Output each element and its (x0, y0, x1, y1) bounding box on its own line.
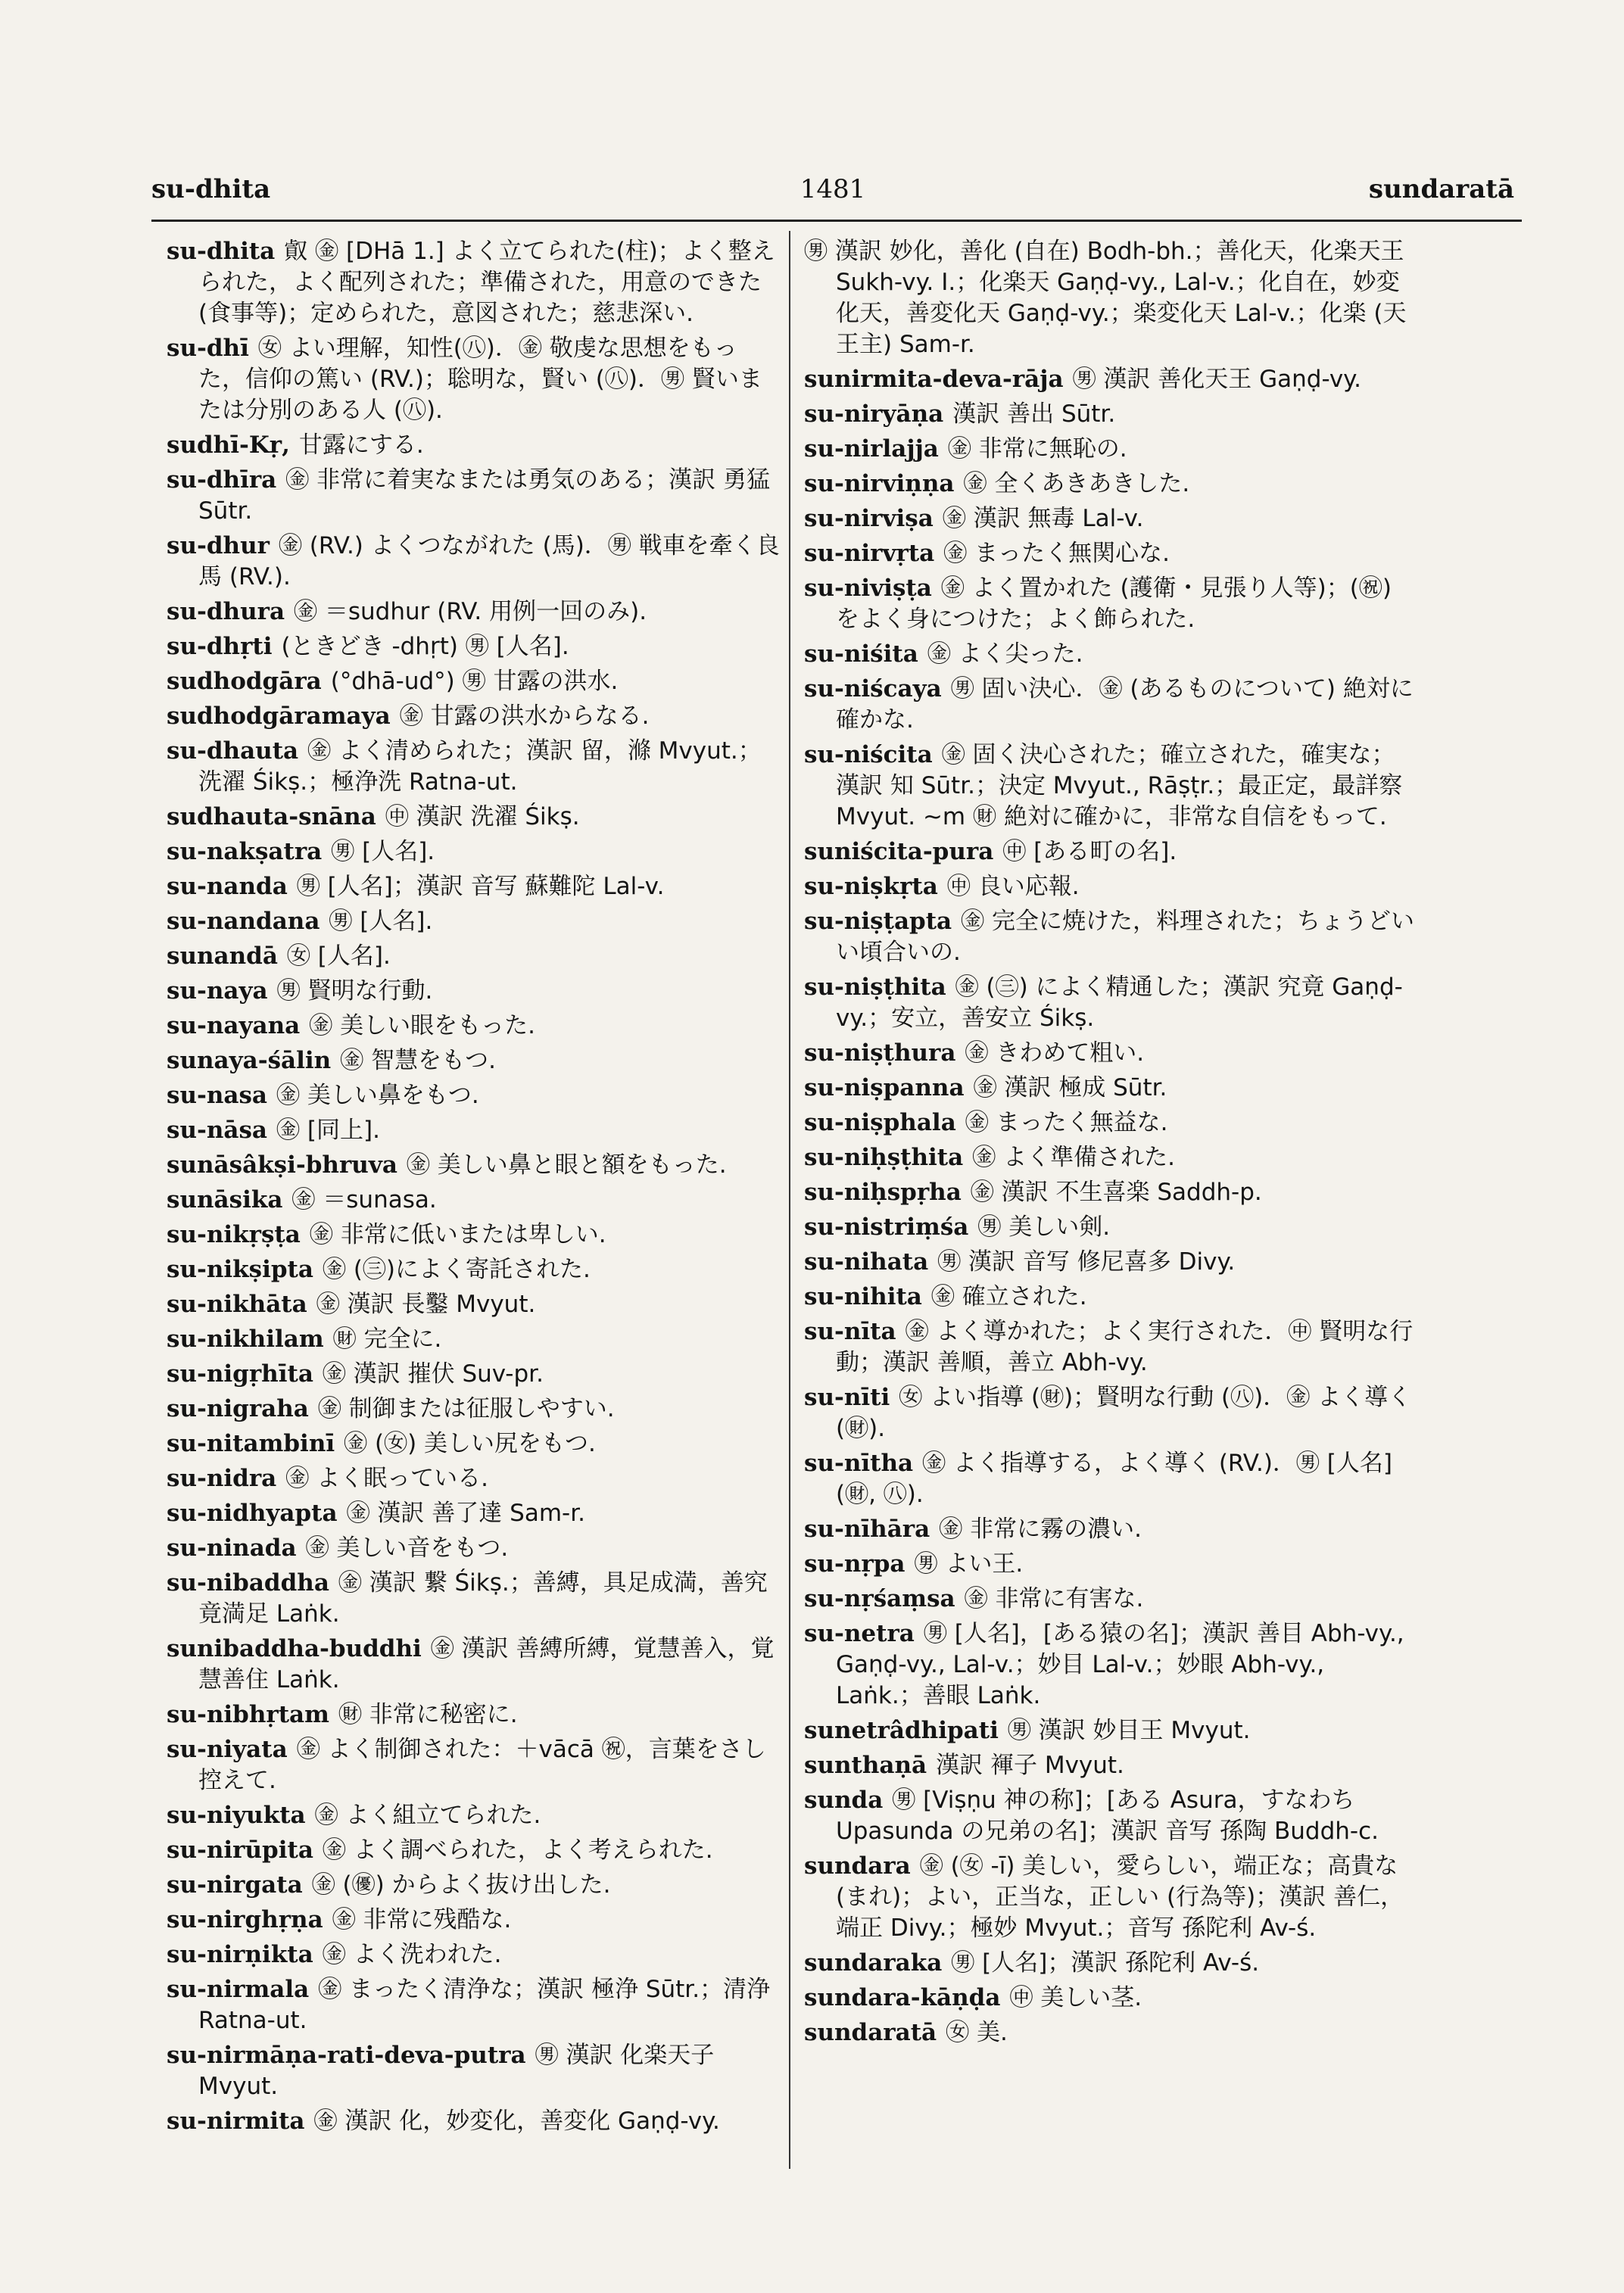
entry-definition: ㊎ (㊂) によく精通した；漢訳 究竟 Gaṇḍ-vy.；安立，善安立 Śikṣ. (836, 974, 1403, 1032)
entry-definition: ㊛ 美. (946, 2019, 1008, 2046)
entry-definition: ㊎ まったく清浄な；漢訳 極浄 Sūtr.；清浄 Ratna-ut. (198, 1976, 771, 2034)
entry-definition: ㊎ 美しい眼をもった. (309, 1012, 535, 1039)
entry-headword: su-dhīra (167, 466, 277, 494)
entry-definition: ㊎ ＝sunasa. (291, 1186, 437, 1213)
dictionary-entry (167, 1045, 780, 1076)
column-divider (789, 231, 790, 2169)
entry-headword: su-dhura (167, 598, 285, 625)
entry-headword: su-nanda (167, 873, 288, 900)
dictionary-entry (804, 1851, 1417, 1944)
dictionary-entry (167, 430, 780, 461)
dictionary-entry (167, 871, 780, 902)
entry-headword: sundaraka (804, 1949, 943, 1977)
dictionary-entry (804, 538, 1417, 569)
dictionary-entry (804, 236, 1417, 360)
entry-headword: su-nirvṛta (804, 540, 935, 567)
entry-headword: sudhauta-snāna (167, 803, 376, 830)
entry-definition: ㊥ [ある町の名]. (1002, 838, 1177, 865)
dictionary-entry (167, 1800, 780, 1831)
entry-definition: ㊎ (㊛ -ī) 美しい，愛らしい，端正な；高貴な (まれ)；よい，正当な，正しい (行為等)；漢訳 善仁，端正 Divy.；極妙 Mvyut.；音写 孫陀利 Av-ś. (836, 1852, 1404, 1942)
entry-headword: su-nīta (804, 1318, 896, 1345)
entry-definition: ㊎ まったく無関心な. (943, 540, 1170, 567)
dictionary-entry (167, 1634, 780, 1696)
entry-definition: ㊚ [人名]，[ある猿の名]；漢訳 善目 Abh-vy., Gaṇḍ-vy., Lal-v.；妙目 Lal-v.；妙眼 Abh-vy., Laṅk.；善眼 Laṅk. (836, 1620, 1404, 1709)
entry-headword: su-niṣṭhura (804, 1039, 956, 1067)
entry-definition: ㊚ [人名]；漢訳 音写 蘇難陀 Lal-v. (296, 873, 665, 900)
entry-headword: su-dhur (167, 532, 270, 559)
entry-headword: su-nirūpita (167, 1837, 313, 1864)
entry-definition: ㊚ 賢明な行動. (276, 977, 433, 1005)
entry-headword: su-dhita (167, 238, 276, 265)
entry-headword: su-niṣṭhita (804, 974, 946, 1001)
entry-headword: su-nirghṛṇa (167, 1906, 323, 1933)
entry-headword: sunāsâkṣi-bhruva (167, 1151, 397, 1179)
dictionary-entry (167, 1699, 780, 1731)
entry-definition: ㊛ よい理解，知性(㊇)．㊎ 敬虔な思想をもった，信仰の篤い (RV.)；聡明な，賢い (㊇)．㊚ 賢いまたは分別のある人 (㊇). (198, 335, 762, 424)
entry-definition: ㊎ 非常に低いまたは卑しい. (309, 1221, 606, 1248)
entry-headword: su-nirviṣa (804, 505, 934, 532)
dictionary-entry (804, 1983, 1417, 2014)
dictionary-entry (804, 972, 1417, 1034)
dictionary-entry (804, 1715, 1417, 1746)
entry-headword: sunāsika (167, 1186, 283, 1213)
dictionary-entry (804, 639, 1417, 670)
entry-headword: su-nṛpa (804, 1550, 906, 1578)
dictionary-entry (804, 1282, 1417, 1313)
dictionary-entry (167, 1835, 780, 1866)
entry-headword: sunirmita-deva-rāja (804, 366, 1064, 393)
entry-definition: ㊎ 非常に無恥の. (947, 435, 1127, 463)
dictionary-entry (167, 736, 780, 798)
entry-definition: ㊎ (㊂)によく寄託された. (322, 1256, 591, 1283)
entry-headword: su-nikṣipta (167, 1256, 313, 1283)
entry-headword: su-dhauta (167, 737, 299, 765)
entry-headword: su-nidhyapta (167, 1500, 338, 1527)
entry-headword: su-niścita (804, 741, 933, 768)
entry-headword: su-nidra (167, 1465, 277, 1492)
entry-headword: su-ninada (167, 1534, 297, 1562)
dictionary-entry (804, 1584, 1417, 1615)
entry-definition: ㊥ 良い応報. (946, 873, 1080, 900)
dictionary-entry (167, 2040, 780, 2102)
dictionary-entry (804, 1549, 1417, 1580)
entry-headword: su-nāsa (167, 1117, 268, 1144)
entry-definition: ㊎ (RV.) よくつながれた (馬)．㊚ 戦車を牽く良馬 (RV.). (198, 532, 780, 590)
dictionary-entry (167, 666, 780, 697)
entry-definition: ㊥ 美しい茎. (1009, 1984, 1142, 2011)
entry-definition: ㊎ よく眠っている. (285, 1465, 488, 1492)
entry-definition: ㊎ まったく無益な. (965, 1109, 1168, 1136)
entry-headword: sunaya-śālin (167, 1047, 332, 1074)
entry-definition: 漢訳 褌子 Mvyut. (936, 1752, 1124, 1779)
dictionary-entry (167, 906, 780, 937)
entry-definition: ㊎ きわめて粗い. (965, 1039, 1145, 1067)
dictionary-entry (167, 1185, 780, 1216)
dictionary-entry (804, 1108, 1417, 1139)
header-rule (151, 220, 1522, 222)
entry-definition: ㊛ [人名]. (286, 942, 391, 970)
entry-definition: ㊚ [Viṣṇu 神の称]；[ある Asura，すなわち Upasunda の兄弟の名]；漢訳 音写 孫陶 Buddh-c. (836, 1787, 1379, 1845)
dictionary-entry (804, 1316, 1417, 1379)
dictionary-entry (167, 941, 780, 972)
entry-definition: ㊎ 漢訳 化，妙変化，善変化 Gaṇḍ-vy. (313, 2108, 720, 2135)
entry-definition: ㊚ よい王. (914, 1550, 1024, 1578)
dictionary-entry (167, 597, 780, 628)
dictionary-entry (804, 906, 1417, 968)
header-right-guide-word: sundaratā (1368, 174, 1514, 204)
entry-definition: ㊎ よく置かれた (護衛・見張り人等)；(㊗) をよく身につけた；よく飾られた. (836, 575, 1392, 633)
entry-definition: ㊎ ＝sudhur (RV. 用例一回のみ). (294, 598, 647, 625)
dictionary-entry (804, 503, 1417, 534)
entry-definition: 㕢 ㊎ [DHā 1.] よく立てられた(柱)；よく整えられた，よく配列された；準備された，用意のできた(食事等)；定められた，意図された；慈悲深い. (198, 238, 775, 327)
entry-headword: su-nihata (804, 1248, 929, 1276)
entry-headword: su-nīti (804, 1384, 890, 1411)
entry-definition: ㊚ [人名]. (329, 908, 433, 935)
dictionary-entry (167, 1289, 780, 1320)
entry-definition: ㊎ 漢訳 無毒 Lal-v. (942, 505, 1144, 532)
entry-definition: ㊎ よく調べられた，よく考えられた. (322, 1837, 713, 1864)
entry-headword: su-niryāṇa (804, 400, 944, 428)
entry-definition: 漢訳 善出 Sūtr. (952, 400, 1116, 428)
entry-definition: ㊎ 美しい鼻をもつ. (276, 1082, 479, 1109)
entry-definition: ㊎ 非常に有害な. (964, 1585, 1144, 1612)
entry-definition: ㊎ 完全に焼けた，料理された；ちょうどいい頃合いの. (836, 908, 1414, 966)
entry-headword: su-niṣphala (804, 1109, 956, 1136)
dictionary-entry (167, 333, 780, 426)
entry-definition: ㊎ よく指導する，よく導く (RV.)．㊚ [人名] (㊖, ㊇). (836, 1450, 1392, 1508)
entry-headword: sunthaṇā (804, 1752, 927, 1779)
dictionary-entry (167, 1254, 780, 1285)
dictionary-entry (167, 1324, 780, 1355)
entry-headword: sundara (804, 1852, 911, 1880)
entry-headword: su-nakṣatra (167, 838, 323, 865)
entry-definition: ㊎ よく尖った. (927, 640, 1083, 668)
dictionary-entry (167, 1498, 780, 1529)
dictionary-entry (804, 399, 1417, 430)
dictionary-entry (804, 1618, 1417, 1712)
dictionary-entry (804, 1514, 1417, 1545)
entry-definition: ㊚ 固い決心．㊎ (あるものについて) 絶対に確かな. (836, 675, 1414, 734)
entry-headword: su-nirmāṇa-rati-deva-putra (167, 2042, 526, 2069)
entry-headword: su-nandana (167, 908, 320, 935)
entry-headword: su-niṣkṛta (804, 873, 938, 900)
entry-definition: ㊎ よく組立てられた. (314, 1802, 541, 1829)
entry-headword: su-nistriṃśa (804, 1213, 969, 1241)
entry-headword: su-nikṛṣṭa (167, 1221, 301, 1248)
entry-definition: ㊎ 漢訳 長鑿 Mvyut. (316, 1291, 536, 1318)
entry-headword: su-nigṛhīta (167, 1360, 313, 1388)
dictionary-entry (804, 1382, 1417, 1444)
dictionary-entry (167, 1568, 780, 1630)
entry-headword: su-nirmita (167, 2108, 305, 2135)
dictionary-entry (804, 871, 1417, 902)
entry-headword: su-nigraha (167, 1395, 309, 1422)
entry-headword: su-dhī (167, 335, 249, 362)
entry-definition: ㊚ 漢訳 妙目王 Mvyut. (1007, 1717, 1251, 1744)
dictionary-entry (167, 837, 780, 868)
dictionary-entry (167, 1870, 780, 1901)
entry-headword: su-nirgata (167, 1871, 303, 1899)
dictionary-entry (167, 631, 780, 662)
header-left-guide-word: su-dhita (151, 174, 271, 204)
dictionary-entry (167, 1428, 780, 1460)
entry-definition: ㊎ 智慧をもつ. (340, 1047, 496, 1074)
page-header (151, 174, 1514, 220)
entry-definition: ㊎ 非常に残酷な. (332, 1906, 512, 1933)
entry-headword: su-nihita (804, 1283, 922, 1310)
dictionary-entry (167, 1394, 780, 1425)
dictionary-entry (804, 1750, 1417, 1781)
entry-definition: ㊚ 漢訳 音写 修尼喜多 Divy. (937, 1248, 1236, 1276)
dictionary-entry (804, 1038, 1417, 1069)
entry-headword: su-nayana (167, 1012, 301, 1039)
dictionary-entry (167, 236, 780, 329)
dictionary-entry (167, 701, 780, 732)
entry-definition: ㊎ 漢訳 不生喜楽 Saddh-p. (970, 1179, 1262, 1206)
dictionary-entry (167, 1150, 780, 1181)
entry-definition: ㊚ 漢訳 化楽天子 Mvyut. (198, 2042, 715, 2100)
entry-definition: ㊚ [人名]. (331, 838, 435, 865)
entry-headword: su-niyata (167, 1736, 288, 1763)
entry-headword: su-nṛśaṃsa (804, 1585, 955, 1612)
entry-definition: ㊚ 漢訳 善化天王 Gaṇḍ-vy. (1072, 366, 1361, 393)
entry-headword: su-niścaya (804, 675, 942, 703)
dictionary-entry (804, 837, 1417, 868)
entry-headword: su-nibhṛtam (167, 1701, 329, 1728)
entry-definition: ㊥ 漢訳 洗濯 Śikṣ. (385, 803, 580, 830)
dictionary-entry (167, 1359, 780, 1390)
entry-headword: su-nirṇikta (167, 1941, 313, 1968)
dictionary-entry (804, 1073, 1417, 1104)
dictionary-entry (804, 1177, 1417, 1208)
entry-definition: ㊎ [同上]. (276, 1117, 380, 1144)
entry-headword: su-naya (167, 977, 268, 1005)
entry-headword: sundara-kāṇḍa (804, 1984, 1001, 2011)
entry-headword: su-nītha (804, 1450, 914, 1477)
entry-definition: ㊎ 全くあきあきした. (963, 470, 1190, 497)
dictionary-entry (167, 976, 780, 1007)
entry-definition: ㊛ よい指導 (㊖)；賢明な行動 (㊇)．㊎ よく導く (㊖). (836, 1384, 1412, 1442)
entry-headword: su-dhṛti (167, 633, 273, 660)
dictionary-entry (167, 1220, 780, 1251)
entry-headword: sundaratā (804, 2019, 937, 2046)
entry-headword: su-nirlajja (804, 435, 939, 463)
entry-headword: su-netra (804, 1620, 915, 1647)
entry-headword: su-nibaddha (167, 1569, 329, 1597)
entry-definition: ㊎ よく準備された. (972, 1144, 1175, 1171)
entry-definition: ㊎ 漢訳 善縛所縛，覚慧善入，覚慧善住 Laṅk. (198, 1635, 775, 1693)
entry-headword: su-niyukta (167, 1802, 306, 1829)
dictionary-entry (804, 434, 1417, 465)
entry-definition: ㊎ 非常に着実なまたは勇気のある；漢訳 勇猛 Sūtr. (198, 466, 770, 525)
dictionary-entry (804, 740, 1417, 833)
entry-definition: ㊎ 漢訳 極成 Sūtr. (973, 1074, 1167, 1101)
dictionary-entry (804, 1212, 1417, 1243)
entry-headword: su-nirmala (167, 1976, 310, 2003)
entry-definition: ㊚ 美しい剣. (977, 1213, 1111, 1241)
entry-definition: ㊎ (㊛) 美しい尻をもつ. (344, 1430, 596, 1457)
entry-definition: ㊎ 固く決心された；確立された，確実な；漢訳 知 Sūtr.；決定 Mvyut., Rāṣṭr.；最正定，最詳察 Mvyut. ~m ㊖ 絶対に確かに，非常な自信をもって. (836, 741, 1403, 830)
dictionary-entry (167, 1080, 780, 1111)
dictionary-entry (804, 2017, 1417, 2048)
entry-headword: suniścita-pura (804, 838, 994, 865)
entry-definition: ㊎ 確立された. (930, 1283, 1087, 1310)
dictionary-entry (167, 1734, 780, 1796)
entry-headword: su-nitambinī (167, 1430, 335, 1457)
entry-headword: su-nikhāta (167, 1291, 307, 1318)
page-number: 1481 (800, 174, 866, 204)
entry-definition: ㊎ 制御または征服しやすい. (317, 1395, 615, 1422)
dictionary-entry (167, 1905, 780, 1936)
dictionary-entry (804, 1142, 1417, 1173)
dictionary-entry (167, 1533, 780, 1564)
entry-headword: su-nasa (167, 1082, 268, 1109)
entry-definition: ㊎ 甘露の洪水からなる. (399, 703, 650, 730)
entry-headword: su-niṣṭapta (804, 908, 952, 935)
dictionary-entry (804, 469, 1417, 500)
entry-headword: sunetrâdhipati (804, 1717, 999, 1744)
dictionary-entry (167, 1974, 780, 2036)
entry-definition: ㊎ よく洗われた. (322, 1941, 502, 1968)
dictionary-entry (804, 1448, 1417, 1510)
entry-definition: ㊎ 漢訳 善了達 Sam-r. (346, 1500, 585, 1527)
entry-headword: su-niṣpanna (804, 1074, 965, 1101)
entry-headword: su-nirviṇṇa (804, 470, 955, 497)
entry-definition: ㊎ 漢訳 繋 Śikṣ.；善縛，具足成満，善究竟満足 Laṅk. (198, 1569, 768, 1628)
dictionary-entry (167, 1939, 780, 1971)
entry-headword: sudhodgāramaya (167, 703, 391, 730)
entry-headword: sunibaddha-buddhi (167, 1635, 422, 1662)
dictionary-entry (167, 1011, 780, 1042)
entry-headword: su-niviṣṭa (804, 575, 932, 602)
entry-definition: (°dhā-ud°) ㊚ 甘露の洪水. (330, 668, 619, 695)
entry-definition: ㊎ 美しい鼻と眼と額をもった. (406, 1151, 727, 1179)
entry-headword: sunda (804, 1787, 884, 1814)
entry-headword: su-niḥṣṭhita (804, 1144, 964, 1171)
entry-definition: ㊎ (㊝) からよく抜け出した. (311, 1871, 611, 1899)
entry-definition: 甘露にする. (298, 431, 424, 459)
entry-headword: sudhodgāra (167, 668, 322, 695)
entry-headword: sunandā (167, 942, 278, 970)
entry-definition: ㊎ 漢訳 摧伏 Suv-pr. (322, 1360, 544, 1388)
left-column (167, 236, 780, 2141)
entry-definition: ㊎ 美しい音をもつ. (305, 1534, 509, 1562)
entry-definition: ㊎ よく制御された：＋vācā ㊗，言葉をさし控えて. (198, 1736, 766, 1794)
entry-definition: ㊖ 非常に秘密に. (338, 1701, 518, 1728)
entry-definition: ㊎ 非常に霧の濃い. (939, 1516, 1142, 1543)
dictionary-entry (167, 531, 780, 593)
dictionary-entry (804, 1785, 1417, 1847)
entry-definition: ㊎ よく清められた；漢訳 留，滌 Mvyut.；洗濯 Śikṣ.；極浄洗 Ratna-ut. (198, 737, 762, 796)
entry-definition: (ときどき -dhṛt) ㊚ [人名]. (281, 633, 569, 660)
dictionary-entry (804, 1948, 1417, 1979)
right-column (804, 236, 1417, 2052)
dictionary-entry (167, 1463, 780, 1494)
entry-headword: su-niśita (804, 640, 918, 668)
entry-headword: su-nīhāra (804, 1516, 930, 1543)
entry-headword: su-niḥspṛha (804, 1179, 962, 1206)
dictionary-entry (167, 802, 780, 833)
entry-definition: ㊚ [人名]；漢訳 孫陀利 Av-ś. (951, 1949, 1260, 1977)
dictionary-entry (804, 573, 1417, 635)
entry-definition: ㊚ 漢訳 妙化，善化 (自在) Bodh-bh.；善化天，化楽天王 Sukh-vy. I.；化楽天 Gaṇḍ-vy., Lal-v.；化自在，妙変化天，善変化天 Gaṇḍ-vy.；楽変化天 Lal-v.；化楽 (天王主) Sam-r. (804, 238, 1407, 358)
entry-headword: sudhī-Kṛ, (167, 431, 290, 459)
entry-headword: su-nikhilam (167, 1326, 324, 1353)
dictionary-entry (804, 674, 1417, 736)
dictionary-entry (167, 2106, 780, 2137)
dictionary-entry (804, 364, 1417, 395)
dictionary-entry (167, 465, 780, 527)
entry-definition: ㊖ 完全に. (332, 1326, 442, 1353)
entry-definition: ㊎ よく導かれた；よく実行された．㊥ 賢明な行動；漢訳 善順，善立 Abh-vy. (836, 1318, 1414, 1376)
dictionary-entry (167, 1115, 780, 1146)
dictionary-entry (804, 1247, 1417, 1278)
